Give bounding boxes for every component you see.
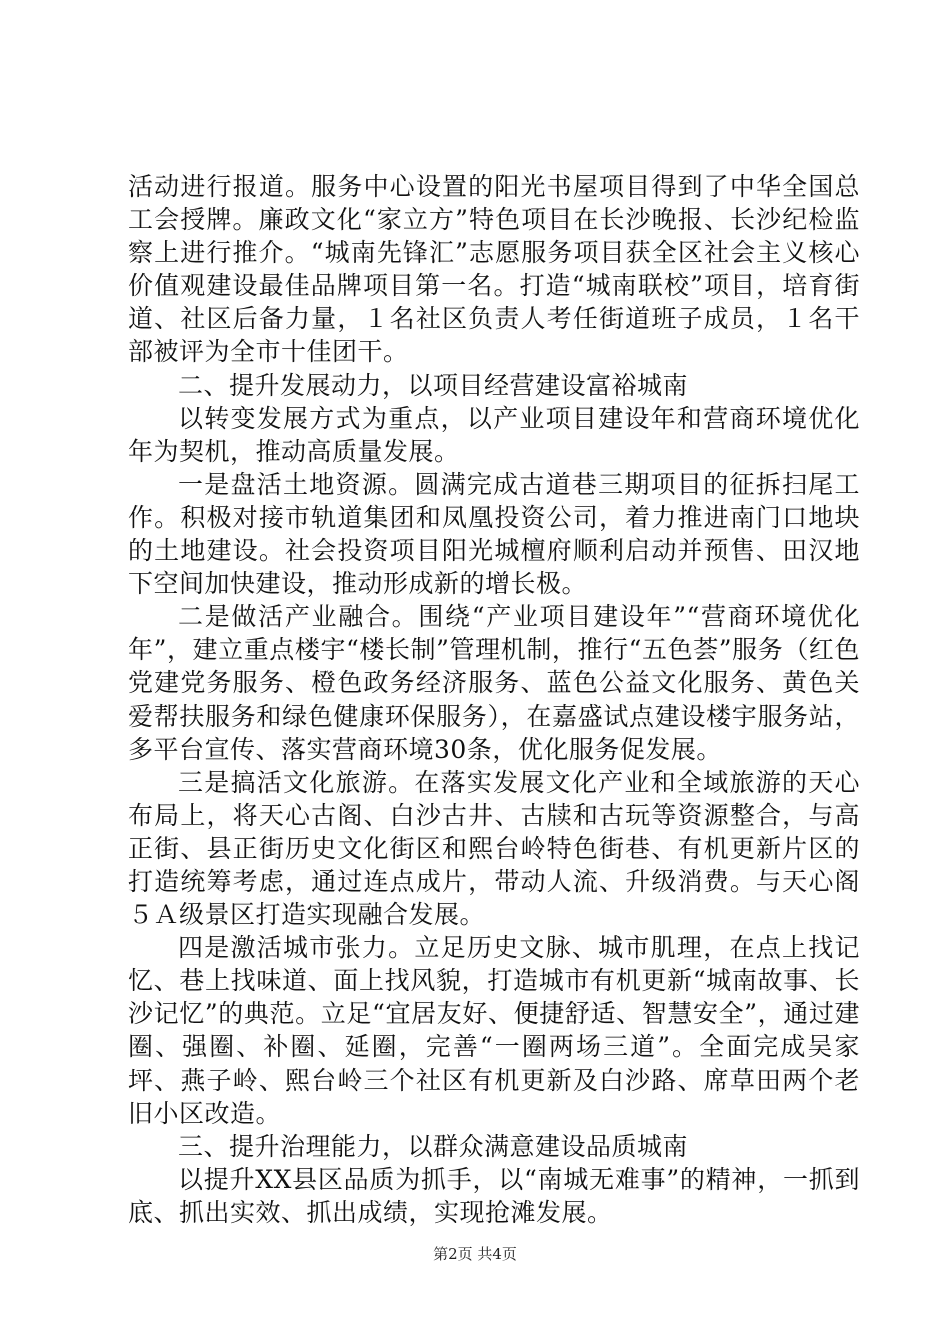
section-heading: 二、提升发展动力，以项目经营建设富裕城南 [178, 370, 689, 400]
paragraph: 四是激活城市张力。立足历史文脉、城市肌理，在点上找记忆、巷上找味道、面上找风貌，打造城市有机更新“城南故事、长沙记忆”的典范。立足“宜居友好、便捷舒适、智慧安全”，通过建圈、强圈、补圈、延圈，完善“一圈两场三道”。全面完成吴家坪、燕子岭、熙台岭三个社区有机更新及白沙路、席草田两个老旧小区改造。 [128, 933, 860, 1128]
paragraph: 以提升XX县区品质为抓手，以“南城无难事”的精神，一抓到底、抓出实效、抓出成绩，实现抢滩发展。 [128, 1164, 860, 1227]
page-footer: 第2页 共4页 [433, 1245, 517, 1263]
paragraph: 以转变发展方式为重点，以产业项目建设年和营商环境优化年为契机，推动高质量发展。 [128, 403, 860, 466]
paragraph: 活动进行报道。服务中心设置的阳光书屋项目得到了中华全国总工会授牌。廉政文化“家立方”特色项目在长沙晚报、长沙纪检监察上进行推介。“城南先锋汇”志愿服务项目获全区社会主义核心价值观建设最佳品牌项目第一名。打造“城南联校”项目，培育街道、社区后备力量，１名社区负责人考任街道班子成员，１名干部被评为全市十佳团干。 [128, 172, 860, 367]
section-heading: 三、提升治理能力，以群众满意建设品质城南 [178, 1131, 689, 1161]
paragraph: 三是搞活文化旅游。在落实发展文化产业和全域旅游的天心布局上，将天心古阁、白沙古井、古牍和古玩等资源整合，与高正街、县正街历史文化街区和熙台岭特色街巷、有机更新片区的打造统筹考虑，通过连点成片，带动人流、升级消费。与天心阁５Ａ级景区打造实现融合发展。 [128, 767, 860, 930]
paragraph: 二是做活产业融合。围绕“产业项目建设年”“营商环境优化年”，建立重点楼宇“楼长制”管理机制，推行“五色荟”服务（红色党建党务服务、橙色政务经济服务、蓝色公益文化服务、黄色关爱帮扶服务和绿色健康环保服务），在嘉盛试点建设楼宇服务站，多平台宣传、落实营商环境30条，优化服务促发展。 [128, 602, 860, 764]
document-body [128, 170, 860, 1229]
paragraph: 一是盘活土地资源。圆满完成古道巷三期项目的征拆扫尾工作。积极对接市轨道集团和凤凰投资公司，着力推进南门口地块的土地建设。社会投资项目阳光城檀府顺利启动并预售、田汉地下空间加快建设，推动形成新的增长极。 [128, 469, 860, 599]
